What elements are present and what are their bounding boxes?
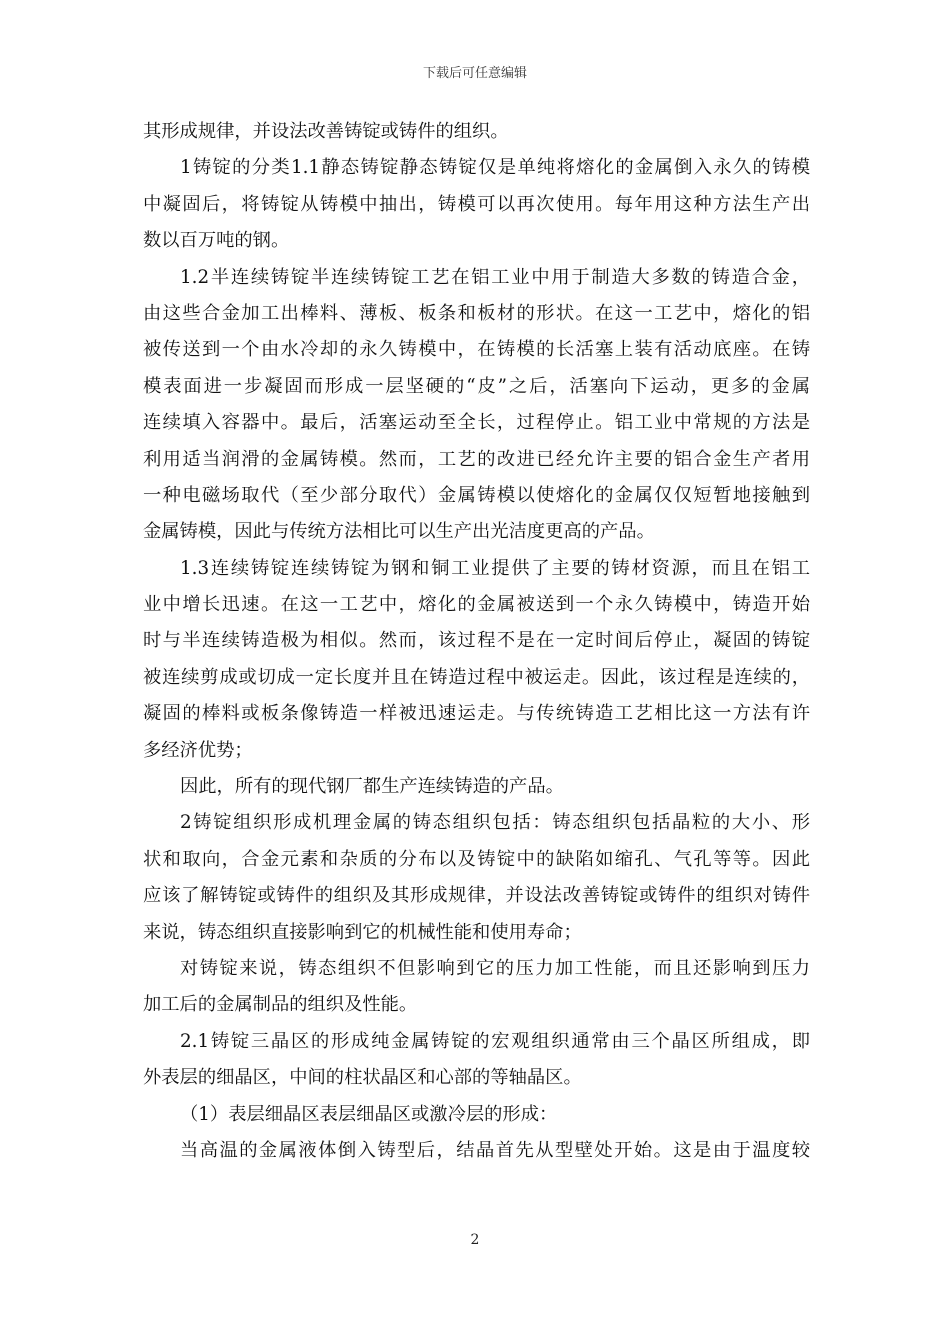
- text-line: 被连续剪成或切成一定长度并且在铸造过程中被运走。因此，该过程是连续的，: [143, 666, 810, 688]
- text-line: 一种电磁场取代（至少部分取代）金属铸模以使熔化的金属仅仅短暂地接触到: [143, 484, 810, 506]
- text-line: 数以百万吨的钢。: [143, 230, 290, 252]
- text-line: 时与半连续铸造极为相似。然而，该过程不是在一定时间后停止，凝固的铸锭: [143, 630, 810, 652]
- text-line: 利用适当润滑的金属铸模。然而，工艺的改进已经允许主要的铝合金生产者用: [143, 448, 810, 470]
- text-line: 1.3连续铸锭连续铸锭为钢和铜工业提供了主要的铸材资源，而且在铝工: [180, 557, 810, 579]
- text-line: 业中增长迅速。在这一工艺中，熔化的金属被送到一个永久铸模中，铸造开始: [143, 594, 810, 616]
- body-text: [143, 122, 810, 1177]
- text-line: 连续填入容器中。最后，活塞运动至全长，过程停止。铝工业中常规的方法是: [143, 412, 810, 434]
- text-line: 状和取向，合金元素和杂质的分布以及铸锭中的缺陷如缩孔、气孔等等。因此: [143, 848, 810, 870]
- text-line: 模表面进一步凝固而形成一层坚硬的“皮”之后，活塞向下运动，更多的金属: [143, 375, 810, 397]
- text-line: （1）表层细晶区表层细晶区或激冷层的形成：: [180, 1103, 558, 1125]
- text-line: 1铸锭的分类1.1静态铸锭静态铸锭仅是单纯将熔化的金属倒入永久的铸模: [180, 157, 810, 179]
- text-line: 金属铸模，因此与传统方法相比可以生产出光洁度更高的产品。: [143, 521, 655, 543]
- text-line: 2.1铸锭三晶区的形成纯金属铸锭的宏观组织通常由三个晶区所组成，即: [180, 1030, 810, 1052]
- text-line: 其形成规律，并设法改善铸锭或铸件的组织。: [143, 121, 509, 142]
- text-line: 对铸锭来说，铸态组织不但影响到它的压力加工性能，而且还影响到压力: [180, 957, 810, 979]
- text-line: 2铸锭组织形成机理金属的铸态组织包括：铸态组织包括晶粒的大小、形: [180, 812, 810, 834]
- text-line: 应该了解铸锭或铸件的组织及其形成规律，并设法改善铸锭或铸件的组织对铸件: [143, 885, 810, 907]
- page-number: 2: [470, 1232, 480, 1248]
- text-line: 被传送到一个由水冷却的永久铸模中，在铸模的长活塞上装有活动底座。在铸: [143, 339, 810, 361]
- text-line: 加工后的金属制品的组织及性能。: [143, 994, 418, 1016]
- text-line: 多经济优势；: [143, 739, 253, 761]
- text-line: 来说，铸态组织直接影响到它的机械性能和使用寿命；: [143, 921, 582, 943]
- page-header: 下载后可任意编辑: [422, 66, 527, 81]
- text-line: 凝固的棒料或板条像铸造一样被迅速运走。与传统铸造工艺相比这一方法有许: [143, 703, 810, 725]
- text-line: 中凝固后，将铸锭从铸模中抽出，铸模可以再次使用。每年用这种方法生产出: [143, 193, 810, 215]
- text-line: 由这些合金加工出棒料、薄板、板条和板材的形状。在这一工艺中，熔化的铝: [143, 302, 810, 324]
- text-line: 1.2半连续铸锭半连续铸锭工艺在铝工业中用于制造大多数的铸造合金，: [180, 266, 810, 288]
- text-line: 当高温的金属液体倒入铸型后，结晶首先从型壁处开始。这是由于温度较: [180, 1139, 810, 1161]
- text-line: 因此，所有的现代钢厂都生产连续铸造的产品。: [180, 776, 564, 798]
- text-line: 外表层的细晶区，中间的柱状晶区和心部的等轴晶区。: [143, 1067, 582, 1089]
